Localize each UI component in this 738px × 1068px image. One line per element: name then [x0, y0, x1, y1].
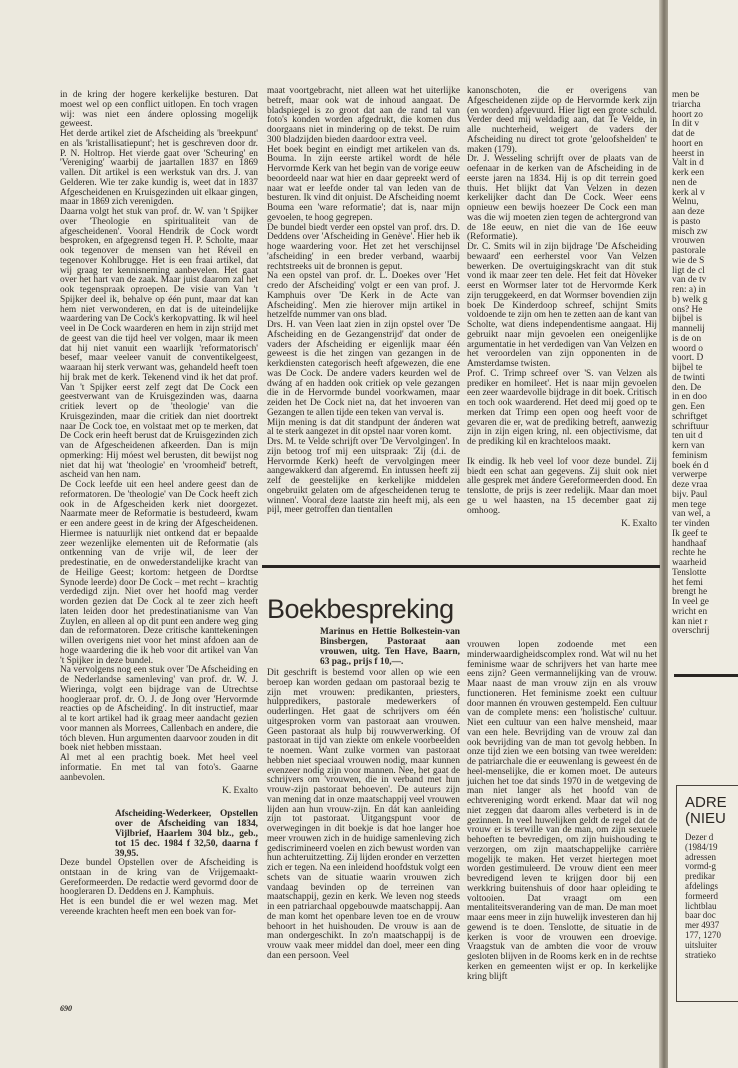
- paragraph: Het boek begint en eindigt met artikelen van ds. Bouma. In zijn eerste artikel wordt de héle Hervormde Kerk van het begin van de vorige eeuw beoordeeld naar wat hier en daar gepreekt werd of naar wat er leefde onder tal van leden van de besturen. Ik vind dit onjuist. De Afscheiding noemt Bouma een 'ware reformatie'; dat is, naar mijn gevoelen, te hoog gegrepen.: [267, 144, 460, 223]
- paragraph: Al met al een prachtig boek. Met heel veel informatie. En met tal van foto's. Gaarne aanbevolen.: [60, 753, 258, 783]
- text-line: gen. Een: [672, 402, 705, 412]
- column-3-top: [467, 87, 657, 530]
- text-line: wie de S: [672, 255, 705, 266]
- text-line: nen de: [672, 177, 697, 188]
- text-line: bijbel te: [672, 363, 703, 373]
- paragraph: Drs. M. te Velde schrijft over 'De Vervolgingen'. In zijn betoog trof mij een uitspraak: 'Zij (d.i. de Hervormde Kerk) heeft de vervolgingen meer aangewakkerd dan afgeremd. En intussen heeft zij zelf de geestelijke en kerkelijke middelen ongebruikt gelaten om de afgescheidenen terug te winnen'. Vooral deze laatste zin heeft mij, als een pijl, meer getroffen dan tientallen: [267, 437, 460, 516]
- address-notice-box: [676, 785, 738, 1002]
- text-line: hoort zo: [672, 109, 703, 120]
- text-line: In dit v: [672, 119, 700, 130]
- paragraph: Dr. J. Wesseling schrijft over de plaats van de oefenaar in de kerken van de Afscheiding in de eerste jaren na 1834. Hij is op dit terrein goed thuis. Het blijkt dat Van Velzen in dezen kerkelijker dacht dan De Cock. Weer eens opnieuw een bewijs hoezeer De Cock een man was die wij moeten zien tegen de achtergrond van de 18e eeuw, en niet die van de 16e eeuw (Reformatie).: [467, 154, 657, 243]
- text-line: is de on: [672, 333, 702, 344]
- text-line: schriftuur: [672, 421, 709, 432]
- text-line: ons? He: [672, 304, 703, 315]
- text-line: boek én d: [672, 460, 709, 471]
- text-line: verwerpe: [672, 470, 707, 481]
- paragraph: De Cock leefde uit een heel andere geest dan de reformatoren. De 'theologie' van De Cock heeft zich ook in de Afgescheiden kerk niet doorgezet. Naarmate meer de Reformatie is bestudeerd, kwam er een andere geest in de kring der Afgescheidenen. Hiermee is natuurlijk niet ontkend dat er bepaalde zeer wezenlijke elementen uit de Reformatie (als ontkenning van de vrije wil, de leer der predestinatie, en de onwederstandelijke kracht van de Heilige Geest; kortom: hetgeen de Dordtse Synode leerde) door De Cock – met recht – krachtig verdedigd zijn. Niet over het hoofd mag verder worden gezien dat De Cock al te zeer zich heeft laten leiden door het predestinatianisme van Van Zuylen, en alleen al op dit punt een andere weg ging dan de reformatoren. Deze critische kanttekeningen willen overigens niet voor het minst afdoen aan de hoge waardering die ik heb voor dit artikel van Van 't Spijker in deze bundel.: [60, 480, 258, 666]
- text-line: men be: [672, 91, 700, 100]
- text-line: stratieko: [685, 949, 716, 960]
- paragraph: Dr. C. Smits wil in zijn bijdrage 'De Afscheiding bewaard' een eerherstel voor Van Velzen bewerken. De overtuigingskracht van dit stuk vond ik maar zeer ten dele. Het feit dat Hòveker eerst en Wormser later tot de Hervormde Kerk zijn teruggekeerd, en dat Wormser bovendien zijn boek De Kinderdoop schreef, schijnt Smits voldoende te zijn om hen te zetten aan de kant van Scholte, wat diens independentisme aangaat. Hij gebruikt naar mijn gevoelen een oneigenlijke argumentatie in het verdedigen van Van Velzen en het veroordelen van zijn opponenten in de Amsterdamse twisten.: [467, 242, 657, 369]
- text-line: kern van: [672, 441, 705, 451]
- text-line: ren: a) in: [672, 285, 706, 295]
- paragraph: Prof. C. Trimp schreef over 'S. van Velzen als prediker en homileet'. Het is naar mijn gevoelen een zeer waardevolle bijdrage in dit boek. Critisch en toch ook waarderend. Het deed mij goed op te merken dat Trimp een open oog heeft voor de gevaren die er, wat de prediking betreft, aanwezig zijn in zijn eigen kring, nl. een objectivisme, dat de prediking kil en krachteloos maakt.: [467, 368, 657, 447]
- text-line: b) welk g: [672, 294, 708, 305]
- page-number: 690: [60, 1004, 72, 1013]
- text-line: aan deze: [672, 207, 705, 217]
- text-line: wricht en: [672, 606, 708, 617]
- paragraph: Dit geschrift is bestemd voor allen op wie een beroep kan worden gedaan om pastoraal bezig te zijn met vrouwen: predikanten, priesters, hulppredikers, pastorale medewerkers of ouderlingen. Het gaat de schrijvers om één uitgesproken vorm van pastoraat aan vrouwen. Geen pastoraat als hulp bij rouwverwerking. Of pastoraat in tijd van ziekte om enkele voorbeelden te noemen. Want zulke vormen van pastoraat hebben niet speciaal vrouwen nodig, maar kunnen evenzeer nodig zijn voor mannen. Nee, het gaat de schrijvers om 'vrouwen, die in verband met hun vrouw-zijn pastoraat behoeven'. De auteurs zijn van mening dat in onze maatschappij veel vrouwen lijden aan hun vrouw-zijn. En dát kan aanleiding zijn tot pastoraat. Uitgangspunt voor de overwegingen in dit boekje is dat hoe langer hoe meer vrouwen zich in de huidige samenleving zich gediscrimineerd voelen en zich bewust worden van hun achteruitzetting. Zij lijden eronder en verzetten zich er tegen. Na een inleidend hoofdstuk volgt een schets van de situatie waarin vrouwen zich vandaag bevinden op de terreinen van maatschappij, gezin en kerk. We leven nog steeds in een patriarchaal opgebouwde maatschappij. Aan de man komt het openbare leven toe en de vrouw behoort in het huishouden. De vrouw is aan de man ondergeschikt. In zo'n maatschappij is de vrouw vaak meer middel dan doel, meer een ding dan een persoon. Veel: [267, 668, 460, 961]
- review-bibliography: Marinus en Hettie Bolkestein-van Binsbergen, Pastoraat aan vrouwen, uitg. Ten Have, Baarn, 63 pag., prijs f 10,—.: [320, 627, 460, 667]
- column-3-review: [467, 641, 657, 982]
- text-line: 177, 1270: [685, 929, 721, 940]
- text-line: dat de: [672, 129, 695, 139]
- text-line: rechte he: [672, 548, 707, 559]
- text-line: woord o: [672, 343, 703, 354]
- text-line: bijv. Paul: [672, 489, 708, 500]
- text-line: de twinti: [672, 372, 706, 383]
- column-2-top: [267, 87, 460, 516]
- column-4-cropped: [672, 91, 738, 637]
- text-line: baar doc: [685, 910, 716, 921]
- text-line: men tege: [672, 499, 707, 510]
- paragraph: in de kring der hogere kerkelijke besturen. Dat moest wel op een conflict uitlopen. En toch vragen wij: was niet een ándere oplossing mogelijk geweest.: [60, 90, 258, 130]
- box-subtitle: (NIEU: [685, 810, 726, 827]
- text-line: Tenslotte: [672, 567, 707, 578]
- paragraph: maat voortgebracht, niet alleen wat het uiterlijke betreft, maar ook wat de inhoud aangaat. De bladspiegel is zo groot dat aan de rand tal van foto's konden worden afgedrukt, die komen dus doorgaans niet in mindering op de tekst. De ruim 300 bladzijden bieden daardoor extra veel.: [267, 86, 460, 145]
- text-line: Welnu,: [672, 197, 699, 208]
- paragraph: Mijn mening is dat dit standpunt der ánderen wat al te sterk aangezet in dit opstel naar voren komt.: [267, 417, 460, 438]
- text-line: heerst in: [672, 148, 705, 159]
- text-line: ter vinden: [672, 519, 710, 529]
- paragraph: vrouwen lopen zodoende met een minderwaardigheidscomplex rond. Wat wil nu het feminisme waar de schrijvers het van harte mee eens zijn? Geen vermannelijking van de vrouw. Maar naast de man vrouw zijn en als vrouw functioneren. Het feminisme zoekt een cultuur door mannen én vrouwen gestempeld. Een cultuur van de complete mens: een 'holistische' cultuur. Niet een cultuur van een halve mensheid, maar van een hele. Bevrijding van de vrouw zal dan ook bevrijding van de man tot gevolg hebben. In onze tijd zien we een botsing van twee werelden: de patriarchale die er eeuwenlang is geweest én de heel-menselijke, die er komen moet. De auteurs juichen het toe dat sinds 1970 in de wetgeving de man niet langer als het hoofd van de echtvereniging wordt erkend. Maar dat wil nog niet zeggen dat daarom alles verbeterd is in de gezinnen. In veel huwelijken geldt de regel dat de vrouw er is terwille van de man, om zijn sexuele behoeften te bevredigen, om zijn huishouding te verzorgen, om zijn maatschappelijke carrière mogelijk te maken. Het verzet hiertegen moet worden gestimuleerd. De vrouw dient een meer bevredigend leven te krijgen door bij een werkkring buitenshuis of door haar opleiding te voltooien. Dat vraagt om een mentaliteitsverandering van de man. De man moet maar eens meer in zijn huwelijk investeren dan hij gewend is te doen. Tenslotte, de situatie in de kerken is voor de vrouwen een droevige. Vraagstuk van de ambten die voor de vrouw gesloten blijven in de Rooms kerk en in de rechtse kerken en gemeenten wijst er op. In kerkelijke kring blijft: [467, 640, 657, 982]
- text-line: Valt in d: [672, 158, 704, 169]
- paragraph: Het derde artikel ziet de Afscheiding als 'breekpunt' en als 'kristallisatiepunt'; het is geschreven door dr. P. N. Holtrop. Het vierde gaat over 'Scheuring' en 'Vereniging' waarbij de jaartallen 1837 en 1869 vallen. Dit artikel is een werkstuk van drs. J. van Gelderen. Wie ter zake kundig is, weet dat in 1837 Afgescheidenen en Kruisgezinden uit elkaar gingen, maar in 1869 zich verenigden.: [60, 129, 258, 208]
- author-signature: K. Exalto: [222, 786, 258, 797]
- text-line: van wel, a: [672, 509, 711, 520]
- text-line: feminism: [672, 450, 708, 461]
- text-line: voort. D: [672, 353, 704, 364]
- paragraph: Daarna volgt het stuk van prof. dr. W. van 't Spijker over 'Theologie en spiritualiteit van de afgescheidenen'. Vooral Hendrik de Cock wordt besproken, en afgegrensd tegen H. P. Scholte, maar ook tegenover de mensen van het Réveil en tegenover Kohlbrugge. Het is een fraai artikel, dat wij graag ter kennisneming aanbevelen. Het gaat over het hart van de zaak. Maar juist daarom zal het ook tegenspraak oproepen. De visie van Van 't Spijker deel ik, behalve op één punt, maar dat kan hem niet verwonderen, en dat is de uiteindelijke waardering van De Cock's kerkopvatting. Ik wil heel veel in De Cock waarderen en hem in zijn strijd met de geest van die tijd heel ver volgen, maar ik meen dat hij niet vanuit een waarlijk 'reformatorisch' besef, maar veeleer vanuit de conventikelgeest, waaraan hij sterk verwant was, gehandeld heeft toen hij brak met de kerk. Tekenend vind ik het dat prof. Van 't Spijker eerst zelf zegt dat De Cock een geestverwant van de Kruisgezinden was, daarna critiek levert op de 'theologie' van die Kruisgezinden, maar die critiek dan niet doortrekt naar De Cock toe, en volstaat met op te merken, dat De Cock erin heeft berust dat de Kruisgezinden zich van de Afgescheidenen afkeerden. Dan is mijn opmerking: Hij móest wel berusten, dit bewijst nog niet dat hij wat 'theologie' en 'vroomheid' betreft, ascheid van hen nam.: [60, 207, 258, 481]
- text-line: den. De: [672, 382, 702, 393]
- text-line: van de tv: [672, 275, 707, 286]
- text-line: ligt de cl: [672, 265, 705, 276]
- paragraph: Deze bundel Opstellen over de Afscheiding is ontstaan in de kring van de Vrijgemaakt-Gereformeerden. De redactie werd gevormd door de hoogleraren D. Deddens en J. Kamphuis.: [60, 858, 258, 898]
- text-line: lichtblau: [685, 900, 717, 911]
- paragraph: Het is een bundel die er wel wezen mag. Met vereende krachten heeft men een boek van for-: [60, 897, 258, 917]
- text-line: ten uit d: [672, 431, 703, 442]
- text-line: formeerd: [685, 890, 718, 901]
- text-line: brengt he: [672, 587, 708, 598]
- section-heading: Boekbespreking: [267, 594, 454, 624]
- paragraph: De bundel biedt verder een opstel van prof. drs. D. Deddens over 'Afscheiding in Genève'. Hier heb ik hoge waardering voor. Het zet het verschijnsel 'afscheiding' in een breder verband, waarbij rechtstreeks uit de bronnen is geput.: [267, 222, 460, 272]
- text-line: pastorale: [672, 246, 706, 256]
- text-line: in en doo: [672, 392, 707, 403]
- text-line: overschrij: [672, 626, 710, 637]
- text-line: adressen: [685, 851, 716, 862]
- text-line: mer 4937: [685, 920, 720, 931]
- box-text: [677, 833, 738, 960]
- box-title: ADRE: [685, 794, 727, 811]
- author-signature: K. Exalto: [621, 519, 657, 530]
- text-line: In veel ge: [672, 597, 709, 607]
- text-line: Ik geef te: [672, 528, 708, 539]
- text-line: waarheid: [672, 558, 707, 568]
- paragraph: kanonschoten, die er overigens van Afgescheidenen zijde op de Hervormde kerk zijn (en worden) afgevuurd. Hier ligt een grote schuld. Verder deed mij weldadig aan, dat Te Velde, in alle nuchterheid, weigert de vaders der Afscheiding nu direct tot grote 'geloofshelden' te maken (179).: [467, 86, 657, 155]
- text-line: uitsluiter: [685, 939, 717, 950]
- text-line: kerk een: [672, 168, 705, 178]
- paragraph: Na vervolgens nog een stuk over 'De Afscheiding en de Nederlandse samenleving' van prof. dr. W. J. Wieringa, volgt een bijdrage van de Utrechtse hoogleraar prof. dr. O. J. de Jong over 'Hervormde reacties op de Afscheiding'. In dit instructief, maar al te kort artikel had ik graag meer aandacht gezien voor mannen als Morrees, Callenbach en andere, die tóch bleven. Hun argumenten daarvoor zouden in dit boek niet hebben misstaan.: [60, 665, 258, 754]
- text-line: afdelings: [685, 880, 718, 891]
- text-line: mannelij: [672, 324, 705, 334]
- text-line: vormd-g: [685, 861, 716, 872]
- text-line: (1984/19: [685, 841, 718, 852]
- paragraph: Na een opstel van prof. dr. L. Doekes over 'Het credo der Afscheiding' volgt er een van prof. J. Kamphuis over 'De Kerk in de Acte van Afscheiding'. Men zie hierover mijn artikel in hetzelfde nummer van ons blad.: [267, 271, 460, 321]
- text-line: schriftget: [672, 411, 708, 422]
- text-line: triarcha: [672, 99, 701, 110]
- paragraph: Drs. H. van Veen laat zien in zijn opstel over 'De Afscheiding en de Gezangenstrijd' dat onder de vaders der Afscheiding er eigenlijk maar één geweest is die het zingen van gezangen in de kerkdiensten categorisch heeft afgewezen, die ene was De Cock. De andere vaders keurden wel de dwáng af en hadden ook critiek op vele gezangen die in de Hervormde bundel voorkwamen, maar zeiden het De Cock niet na, dat het invoeren van Gezangen te allen tijde een teken van verval is.: [267, 320, 460, 418]
- section-divider: [262, 565, 660, 568]
- column-2-review: [267, 669, 460, 962]
- section-divider: [674, 674, 738, 677]
- text-line: misch zw: [672, 226, 708, 237]
- text-line: het femi: [672, 577, 703, 588]
- text-line: kan niet r: [672, 616, 708, 627]
- text-line: deze vraa: [672, 480, 708, 490]
- text-line: hoort en: [672, 138, 703, 149]
- text-line: bijbel is: [672, 314, 702, 325]
- text-line: is pasto: [672, 216, 701, 227]
- text-line: predikar: [685, 871, 715, 882]
- review-bibliography: Afscheiding-Wederkeer, Opstellen over de Afscheiding van 1834, Vijlbrief, Haarlem 304 blz., geb., tot 15 dec. 1984 f 32,50, daarna f 39,95.: [115, 809, 258, 859]
- text-line: kerk al v: [672, 187, 705, 198]
- text-line: Dezer d: [685, 832, 714, 842]
- text-line: vrouwen: [672, 236, 705, 247]
- column-1: [60, 91, 258, 918]
- paragraph: Ik eindig. Ik heb veel lof voor deze bundel. Zij biedt een schat aan gegevens. Zij sluit ook niet alle gesprek met ándere Gereformeerden dood. En tenslotte, de prijs is zeer redelijk. Maar dan moet ge u wel haasten, na 15 december gaat zij omhoog.: [467, 456, 657, 516]
- text-line: handhaaf: [672, 538, 707, 549]
